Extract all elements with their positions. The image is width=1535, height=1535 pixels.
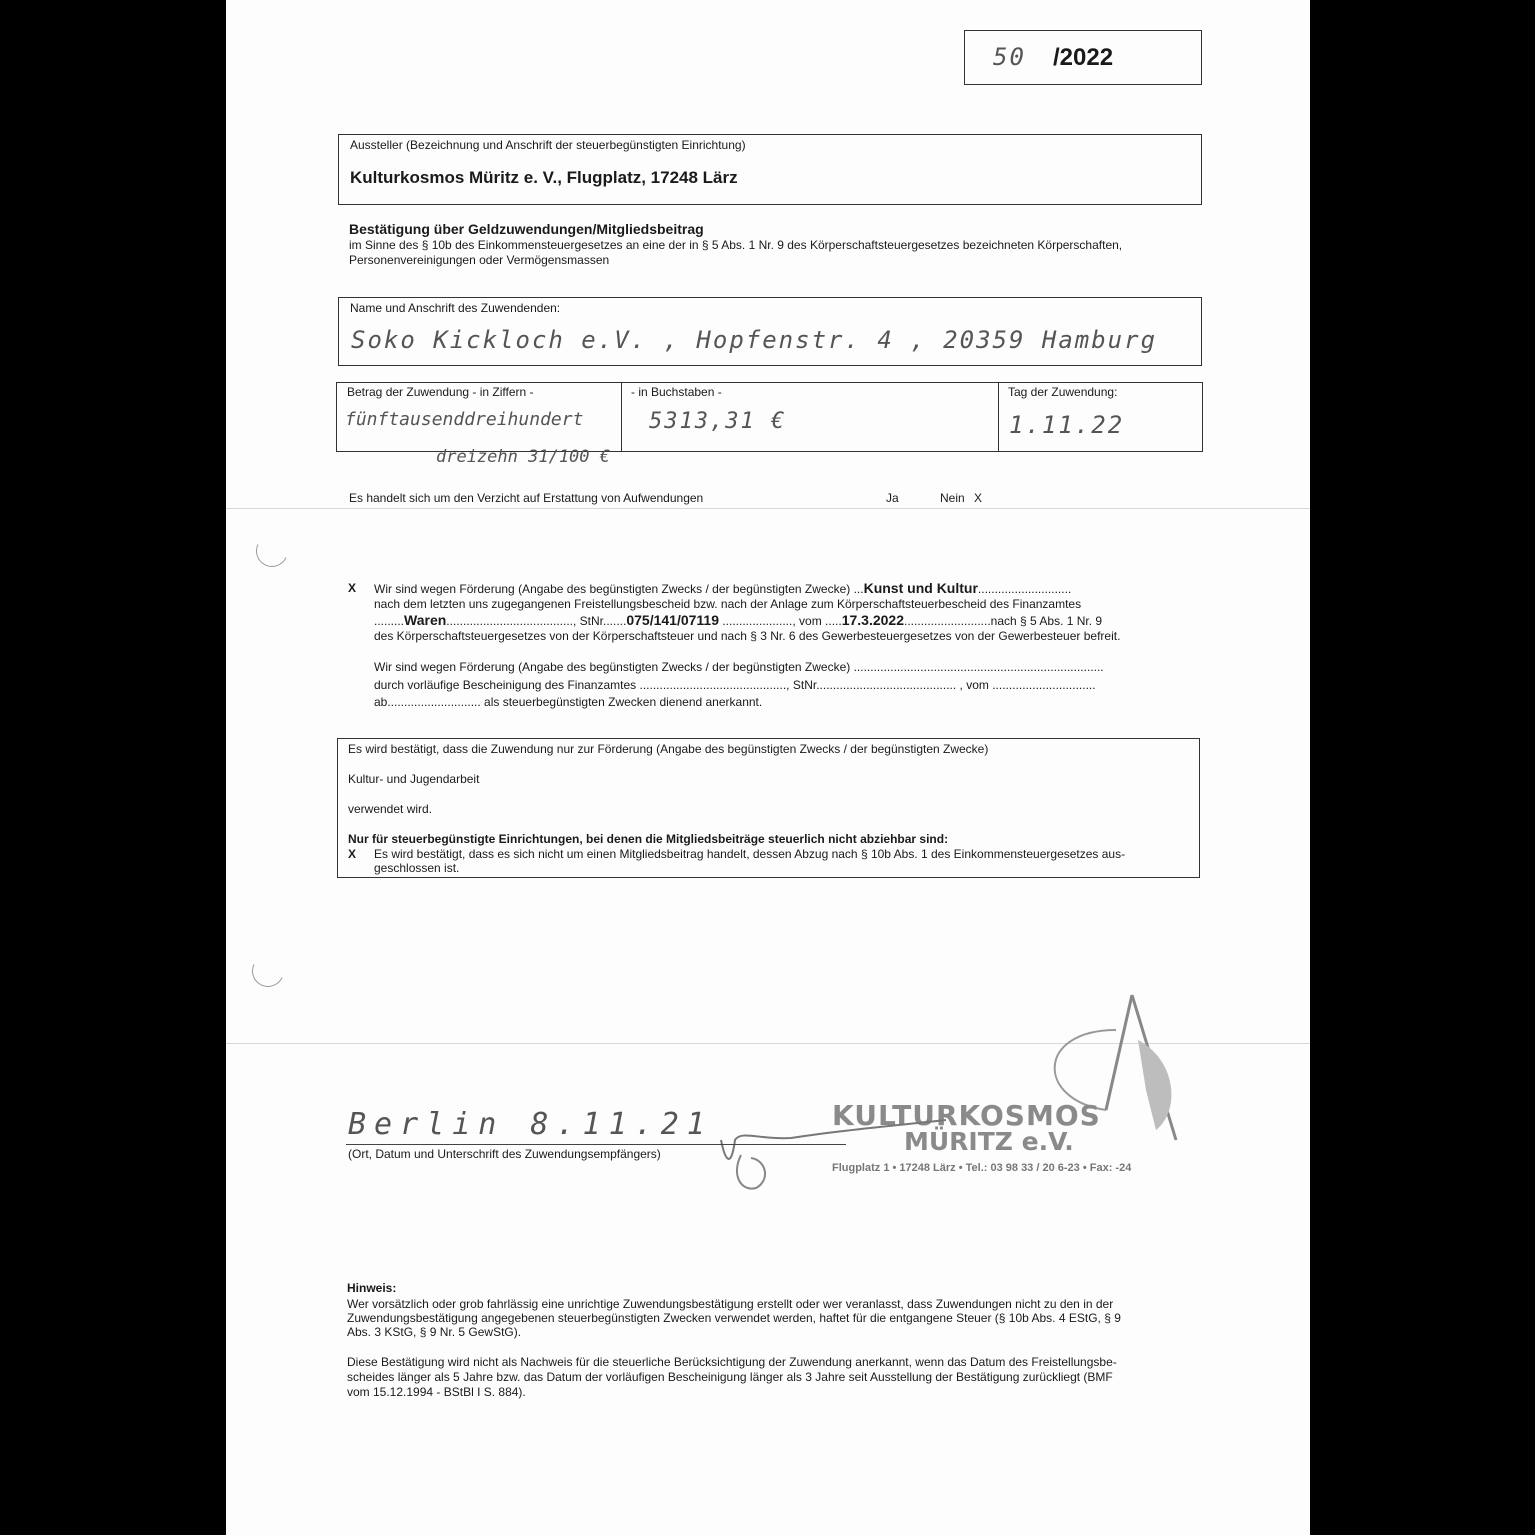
tax-number: 075/141/07119	[626, 612, 719, 628]
receipt-number-box	[964, 30, 1202, 85]
exemption-line2: nach dem letzten uns zugegangenen Freistellungsbescheid bzw. nach der Anlage zum Körperschaftsteuerbescheid des Finanzamtes	[374, 597, 1082, 611]
form-subtitle-line1: im Sinne des § 10b des Einkommensteuergesetzes an eine der in § 5 Abs. 1 Nr. 9 des Körperschaftsteuergesetzes bezeichneten Körperschaften,	[349, 238, 1123, 252]
notice-p1-line1: Wer vorsätzlich oder grob fahrlässig eine unrichtige Zuwendungsbestätigung erstellt oder wer veranlasst, dass Zuwendungen nicht zu den in der	[347, 1297, 1114, 1311]
notice-p2-line2: scheides länger als 5 Jahre bzw. das Datum der vorläufigen Bescheinigung länger als 3 Jahre seit Ausstellung der Bestätigung zurückliegt (BMF	[347, 1370, 1113, 1384]
usage-line1: Es wird bestätigt, dass die Zuwendung nur zur Förderung (Angabe des begünstigten Zwecks / der begünstigten Zwecke)	[348, 742, 989, 756]
punch-hole	[251, 530, 292, 571]
exemption-date: 17.3.2022	[841, 612, 904, 628]
exemption-line3-end: ..........................nach § 5 Abs. 1 Nr. 9	[904, 614, 1103, 628]
form-title: Bestätigung über Geldzuwendungen/Mitgliedsbeitrag	[349, 221, 704, 237]
notice-p1-line2: Zuwendungsbestätigung angegebenen steuerbegünstigten Zwecken verwendet werden, haftet für die entgangene Steuer (§ 10b Abs. 4 EStG, § 9	[347, 1311, 1121, 1325]
notice-heading: Hinweis:	[347, 1281, 397, 1295]
notice-p1-line3: Abs. 3 KStG, § 9 Nr. 5 GewStG).	[347, 1325, 522, 1339]
date-value: 1.11.22	[1009, 411, 1125, 439]
waiver-ja: Ja	[886, 491, 899, 505]
exemption-line3-vom-label: ....................., vom .....	[719, 614, 842, 628]
provisional-line1: Wir sind wegen Förderung (Angabe des begünstigten Zwecks / der begünstigten Zwecke) ...........................................................................	[374, 660, 1104, 674]
exemption-line3-stnr-label: ......................................, StNr.......	[446, 614, 627, 628]
form-subtitle-line2: Personenvereinigungen oder Vermögensmassen	[349, 253, 610, 267]
receipt-year: /2022	[1053, 44, 1114, 71]
receipt-number-handwritten: 50	[993, 43, 1026, 71]
signature-place-date: Berlin 8.11.21	[348, 1107, 713, 1142]
exemption-line1-dots: ............................	[977, 582, 1072, 596]
membership-note-heading: Nur für steuerbegünstigte Einrichtungen, bei denen die Mitgliedsbeiträge steuerlich nicht abziehbar sind:	[348, 832, 949, 846]
usage-line3: verwendet wird.	[348, 802, 433, 816]
usage-box	[337, 738, 1200, 878]
document-page	[226, 0, 1310, 1535]
amount-letters-label: - in Buchstaben -	[631, 385, 722, 399]
exemption-line4: des Körperschaftsteuergesetzes von der Körperschaftsteuer und nach § 3 Nr. 6 des Gewerbesteuergesetzes von der Gewerbesteuer befreit.	[374, 629, 1121, 643]
signature-line	[346, 1144, 846, 1145]
notice-p2-line3: vom 15.12.1994 - BStBl I S. 884).	[347, 1385, 526, 1399]
issuer-label: Aussteller (Bezeichnung und Anschrift der steuerbegünstigten Einrichtung)	[350, 138, 746, 152]
amount-letters-value: 5313,31 €	[649, 409, 787, 434]
provisional-line2: durch vorläufige Bescheinigung des Finanzamtes ............................................, StNr.......................................... , vom ...............................	[374, 678, 1096, 692]
stamp-line1: KULTURKOSMOS	[832, 1099, 1101, 1132]
donor-value-handwritten: Soko Kickloch e.V. , Hopfenstr. 4 , 20359 Hamburg	[351, 326, 1158, 354]
donor-box	[338, 297, 1202, 366]
stamp-line2: MÜRITZ e.V.	[904, 1127, 1074, 1156]
date-label: Tag der Zuwendung:	[1008, 385, 1118, 399]
waiver-nein: Nein	[940, 491, 965, 505]
amount-row	[336, 382, 1203, 452]
notice-p2-line1: Diese Bestätigung wird nicht als Nachweis für die steuerliche Berücksichtigung der Zuwendung anerkannt, wenn das Datum des Freistellungsbe-	[347, 1355, 1117, 1369]
exemption-line1	[374, 581, 1071, 597]
exemption-line1-text: Wir sind wegen Förderung (Angabe des begünstigten Zwecks / der begünstigten Zwecke) ...	[374, 582, 864, 596]
exemption-purpose: Kunst und Kultur	[863, 580, 978, 596]
exemption-line3	[374, 613, 1102, 629]
issuer-box	[338, 134, 1202, 205]
provisional-line3: ab............................ als steuerbegünstigten Zwecken dienend anerkannt.	[374, 695, 763, 709]
waiver-text: Es handelt sich um den Verzicht auf Erstattung von Aufwendungen	[349, 491, 704, 505]
donor-label: Name und Anschrift des Zuwendenden:	[350, 301, 561, 315]
membership-note-mark: X	[348, 847, 357, 861]
amount-digits-value-line2: dreizehn 31/100 €	[436, 447, 610, 467]
punch-hole	[247, 950, 288, 991]
tax-office: Waren	[404, 612, 447, 628]
issuer-value: Kulturkosmos Müritz e. V., Flugplatz, 17248 Lärz	[350, 168, 738, 187]
signature-caption: (Ort, Datum und Unterschrift des Zuwendungsempfängers)	[348, 1147, 661, 1161]
usage-purpose: Kultur- und Jugendarbeit	[348, 772, 480, 786]
amount-digits-value: fünftausenddreihundert	[345, 409, 584, 430]
amount-digits-label: Betrag der Zuwendung - in Ziffern -	[347, 385, 534, 399]
membership-note-line1: Es wird bestätigt, dass es sich nicht um einen Mitgliedsbeitrag handelt, dessen Abzug nach § 10b Abs. 1 des Einkommensteuergesetzes aus-	[374, 847, 1126, 861]
waiver-nein-mark: X	[974, 491, 983, 505]
fold-line	[226, 508, 1310, 509]
membership-note-line2: geschlossen ist.	[374, 861, 460, 875]
exemption-checkbox-mark: X	[348, 581, 357, 595]
exemption-line3-dots: .........	[374, 614, 405, 628]
signature-icon	[711, 1100, 951, 1200]
stamp-address: Flugplatz 1 • 17248 Lärz • Tel.: 03 98 33 / 20 6-23 • Fax: -24	[832, 1162, 1132, 1174]
